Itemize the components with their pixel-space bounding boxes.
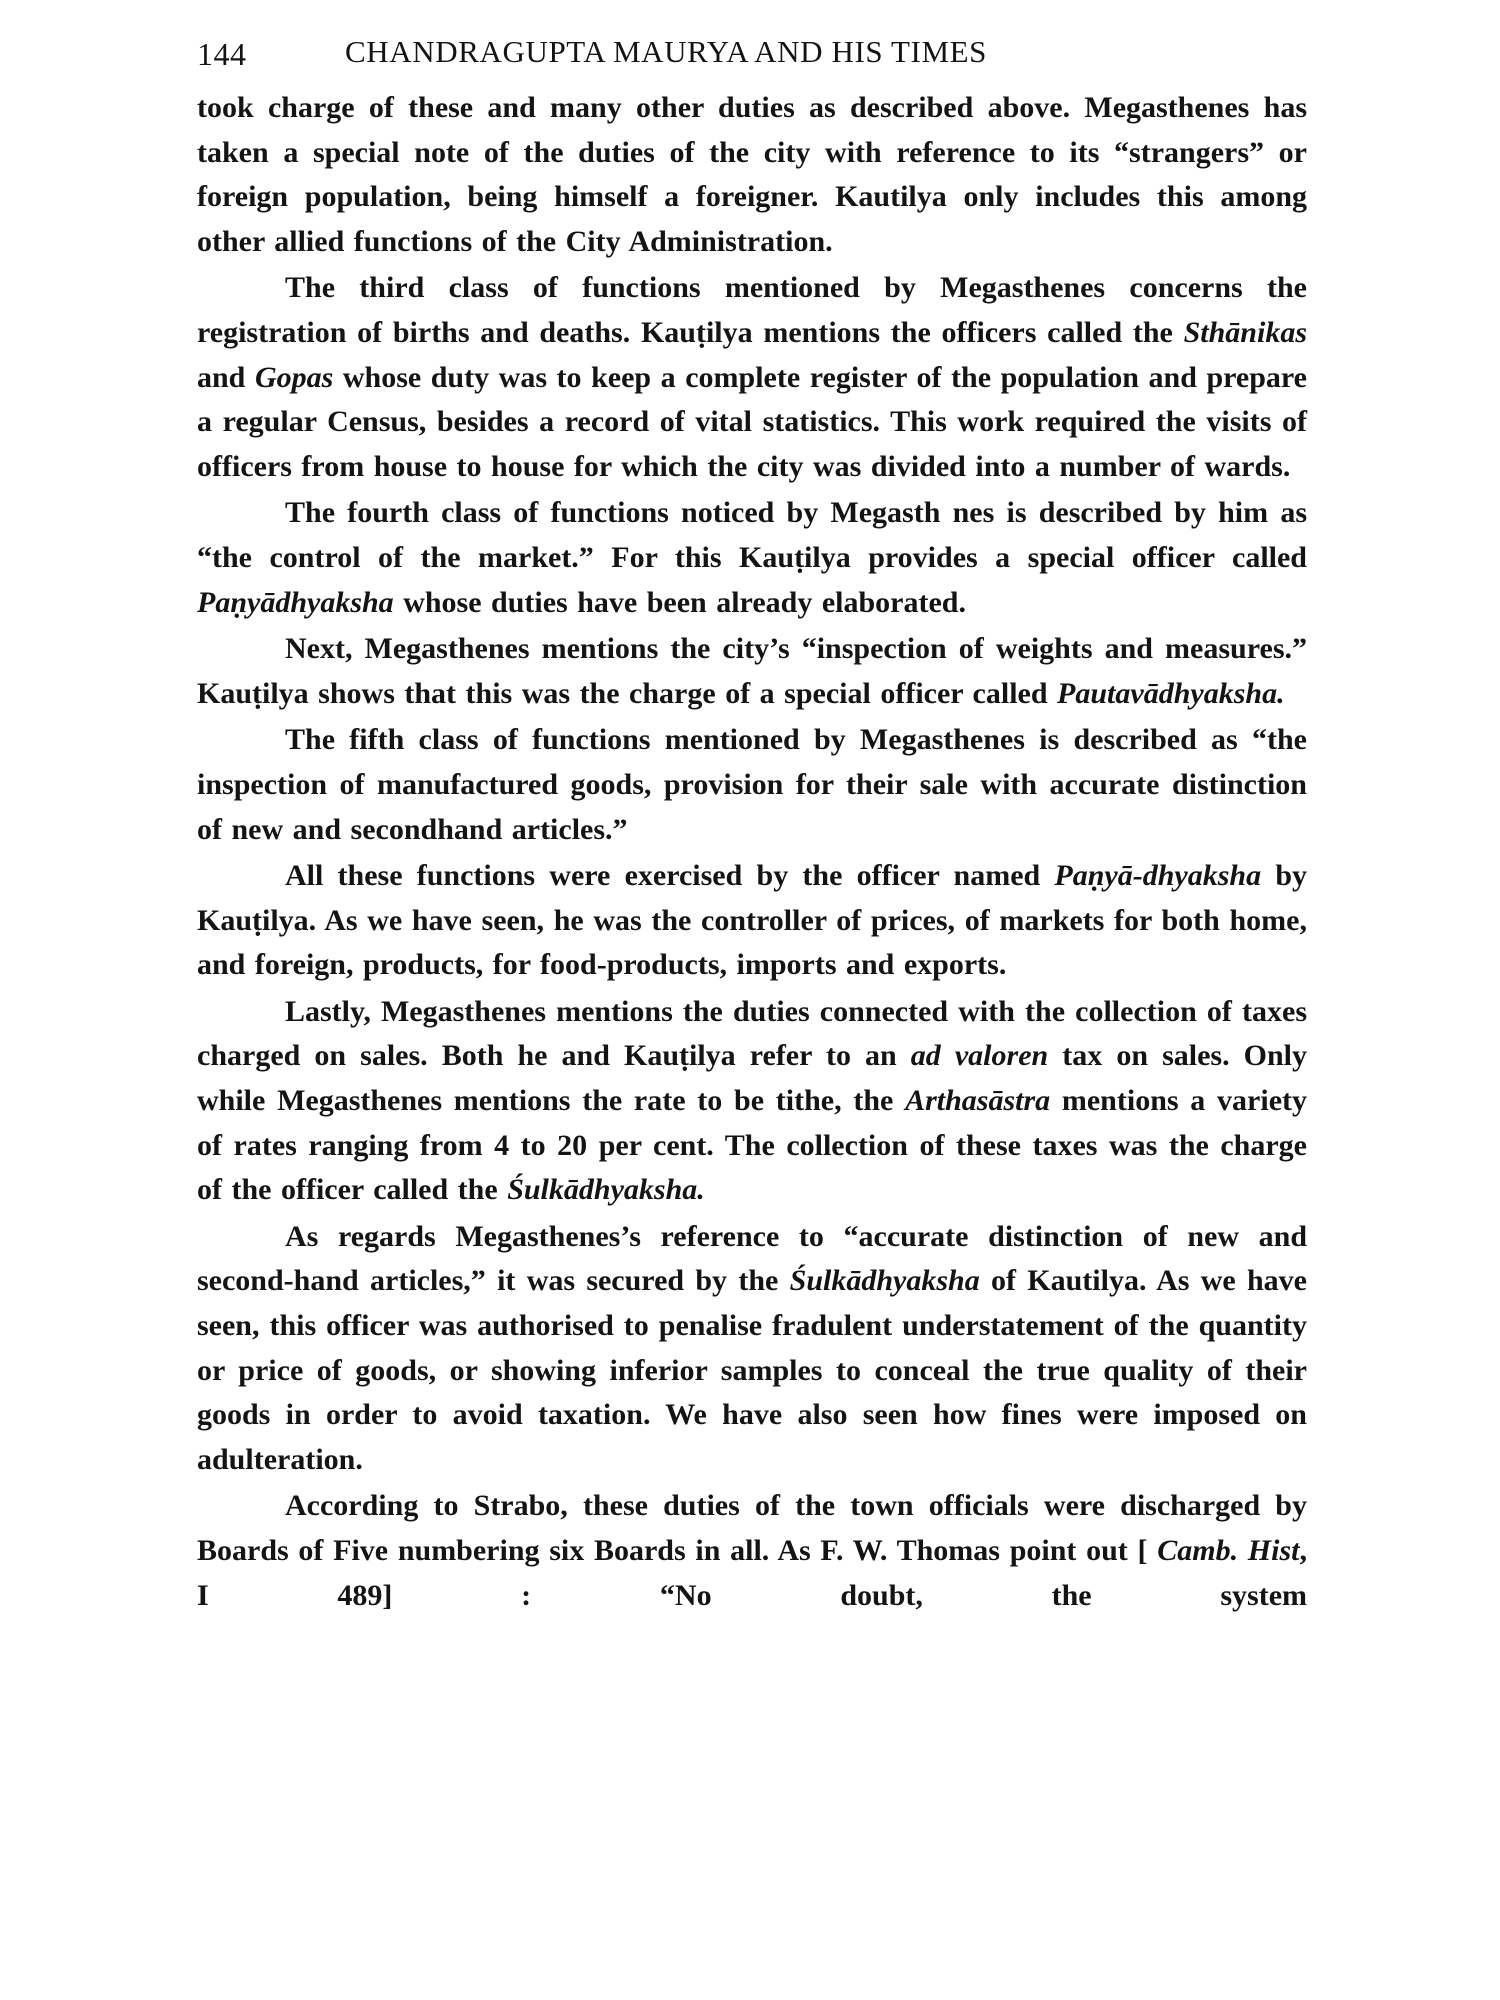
- text-run: mentions a variety of rates ranging from 4 to 20 per cent. The collection of these taxes was the charge of the officer called the: [197, 1084, 1307, 1207]
- text-run: The fifth class of functions mentioned by Megasthenes is described as “the inspection of manufactured goods, provision for their sale with accurate distinction of new and secondhand articles.”: [197, 723, 1307, 846]
- paragraph: [197, 86, 1307, 264]
- text-run: took charge of these and many other duties as described above. Megasthenes has taken a special note of the duties of the city with reference to its “strangers” or foreign population, being himself a foreigner. Kautilya only includes this among other allied functions of the City Administration.: [197, 91, 1307, 258]
- text-run: The third class of functions mentioned by Megasthenes concerns the registration of births and deaths. Kauṭilya mentions the officers called the: [197, 271, 1307, 349]
- book-page: [197, 30, 1307, 1620]
- text-run: Lastly, Megasthenes mentions the duties connected with the collection of taxes charged on sales. Both he and Kauṭilya refer to an: [197, 994, 1307, 1073]
- text-run: whose duties have been already elaborated.: [393, 585, 966, 619]
- paragraph: [197, 1484, 1307, 1618]
- italic-term: Śulkādhyaksha: [789, 1264, 980, 1298]
- text-run: According to Strabo, these duties of the town officials were discharged by Boards of Five numbering six Boards in all. As F. W. Thomas point out [: [197, 1489, 1307, 1567]
- paragraph: [197, 990, 1307, 1213]
- paragraph: [197, 491, 1307, 625]
- text-run: , I 489] : “No doubt, the system: [197, 1534, 1307, 1612]
- paragraph: [197, 627, 1307, 716]
- italic-term: Paṇyā-dhyaksha: [1054, 859, 1262, 893]
- italic-term: Camb. Hist: [1157, 1534, 1300, 1567]
- page-body: [197, 86, 1307, 1618]
- paragraph: [197, 1215, 1307, 1483]
- paragraph: [197, 266, 1307, 489]
- italic-term: Sthānikas: [1183, 315, 1307, 349]
- text-run: The fourth class of functions noticed by Megasth nes is described by him as “the control of the market.” For this Kauṭilya provides a special officer called: [197, 496, 1307, 574]
- italic-term: Gopas: [254, 360, 334, 394]
- italic-term: Pautavādhyaksha.: [1057, 676, 1285, 710]
- text-run: As regards Megasthenes’s reference to “accurate distinction of new and second-hand articles,” it was secured by the: [197, 1219, 1307, 1298]
- text-run: by Kauṭilya. As we have seen, he was the controller of prices, of markets for both home, and foreign, products, for food-products, imports and exports.: [197, 859, 1308, 982]
- running-title: CHANDRAGUPTA MAURYA AND HIS TIMES: [345, 34, 988, 69]
- paragraph: [197, 718, 1307, 852]
- text-run: Next, Megasthenes mentions the city’s “inspection of weights and measures.” Kauṭilya shows that this was the charge of a special officer called: [197, 632, 1307, 710]
- page-header: [197, 30, 1307, 80]
- text-run: whose duty was to keep a complete register of the population and prepare a regular Census, besides a record of vital statistics. This work required the visits of officers from house to house for which the city was divided into a number of wards.: [197, 360, 1307, 483]
- text-run: tax on sales. Only while Megasthenes mentions the rate to be tithe, the: [197, 1039, 1308, 1118]
- italic-term: Arthasāstra: [905, 1084, 1051, 1118]
- text-run: of Kautilya. As we have seen, this officer was authorised to penalise fradulent understatement of the quantity or price of goods, or showing inferior samples to conceal the true quality of their goods in order to avoid taxation. We have also seen how fines were imposed on adulteration.: [197, 1264, 1307, 1476]
- paragraph: [197, 854, 1307, 988]
- italic-term: ad valoren: [910, 1039, 1049, 1073]
- italic-term: Śulkādhyaksha.: [507, 1173, 705, 1207]
- page-number: 144: [197, 36, 247, 72]
- text-run: All these functions were exercised by the officer named: [285, 859, 1055, 893]
- text-run: and: [197, 360, 255, 394]
- italic-term: Paṇyādhyaksha: [197, 585, 394, 619]
